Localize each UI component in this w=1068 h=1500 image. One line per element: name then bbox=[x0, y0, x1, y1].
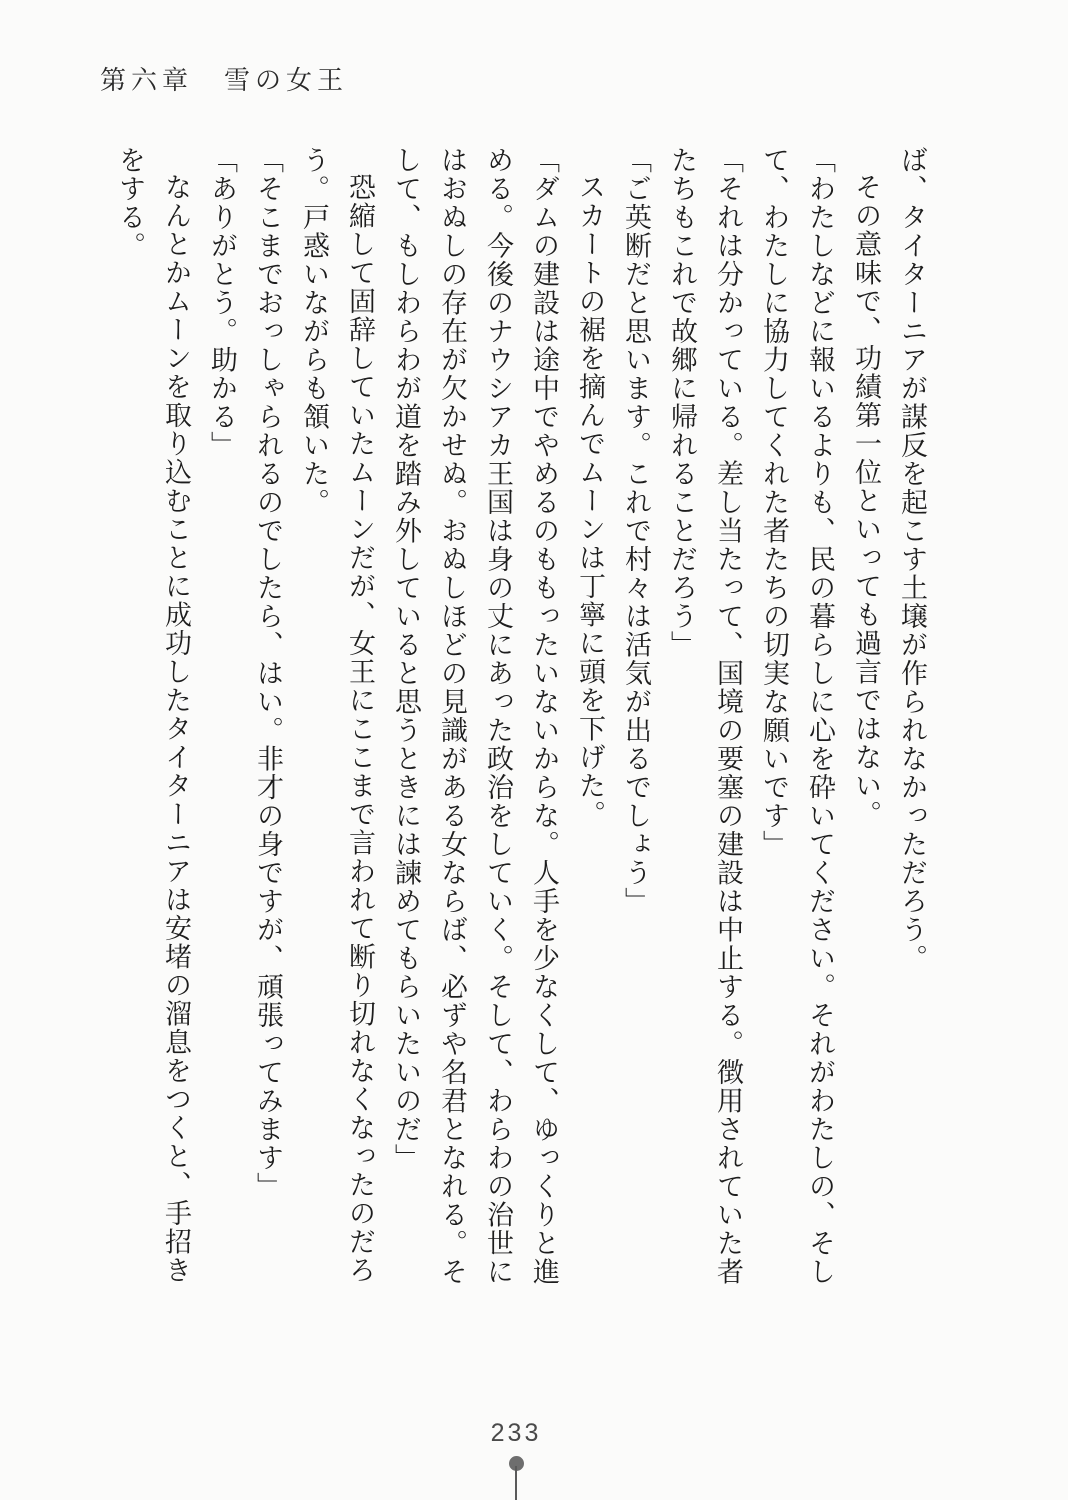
page-number: 233 bbox=[490, 1419, 542, 1447]
text-column: その意味で、功績第一位といっても過言ではない。 bbox=[851, 173, 881, 829]
text-column: して、もしわらわが道を踏み外していると思うときには諫めてもらいたいのだ」 bbox=[391, 146, 421, 1172]
chapter-header: 第六章 雪の女王 bbox=[100, 66, 349, 95]
text-column: をする。 bbox=[115, 146, 145, 260]
text-column: はおぬしの存在が欠かせぬ。おぬしほどの見識がある女ならば、必ずや名君となれる。そ bbox=[437, 146, 467, 1286]
text-column: 「そこまでおっしゃられるのでしたら、はい。非才の身ですが、頑張ってみます」 bbox=[253, 146, 283, 1201]
text-column: 「わたしなどに報いるよりも、民の暮らしに心を砕いてください。それがわたしの、そし bbox=[805, 146, 835, 1286]
text-column: 「ダムの建設は途中でやめるのももったいないからな。人手を少なくして、ゆっくりと進 bbox=[529, 146, 559, 1286]
text-column: て、わたしに協力してくれた者たちの切実な願いです」 bbox=[759, 146, 789, 859]
main-text-block bbox=[107, 146, 935, 1381]
text-column: 「ご英断だと思います。これで村々は活気が出るでしょう」 bbox=[621, 146, 651, 916]
text-column: なんとかムーンを取り込むことに成功したタイターニアは安堵の溜息をつくと、手招き bbox=[161, 173, 191, 1285]
footer-stem-ornament bbox=[515, 1466, 517, 1500]
text-column: スカートの裾を摘んでムーンは丁寧に頭を下げた。 bbox=[575, 173, 605, 829]
text-column: める。今後のナウシアカ王国は身の丈にあった政治をしていく。そして、わらわの治世に bbox=[483, 146, 513, 1286]
text-column: 恐縮して固辞していたムーンだが、女王にここまで言われて断り切れなくなったのだろ bbox=[345, 173, 375, 1285]
text-column: たちもこれで故郷に帰れることだろう」 bbox=[667, 146, 697, 659]
text-column: 「ありがとう。助かる」 bbox=[207, 146, 237, 460]
text-column: 「それは分かっている。差し当たって、国境の要塞の建設は中止する。徴用されていた者 bbox=[713, 146, 743, 1286]
page-footer bbox=[0, 1380, 1068, 1500]
text-column: う。戸惑いながらも頷いた。 bbox=[299, 146, 329, 517]
text-column: ば、タイターニアが謀反を起こす土壌が作られなかっただろう。 bbox=[897, 146, 927, 973]
